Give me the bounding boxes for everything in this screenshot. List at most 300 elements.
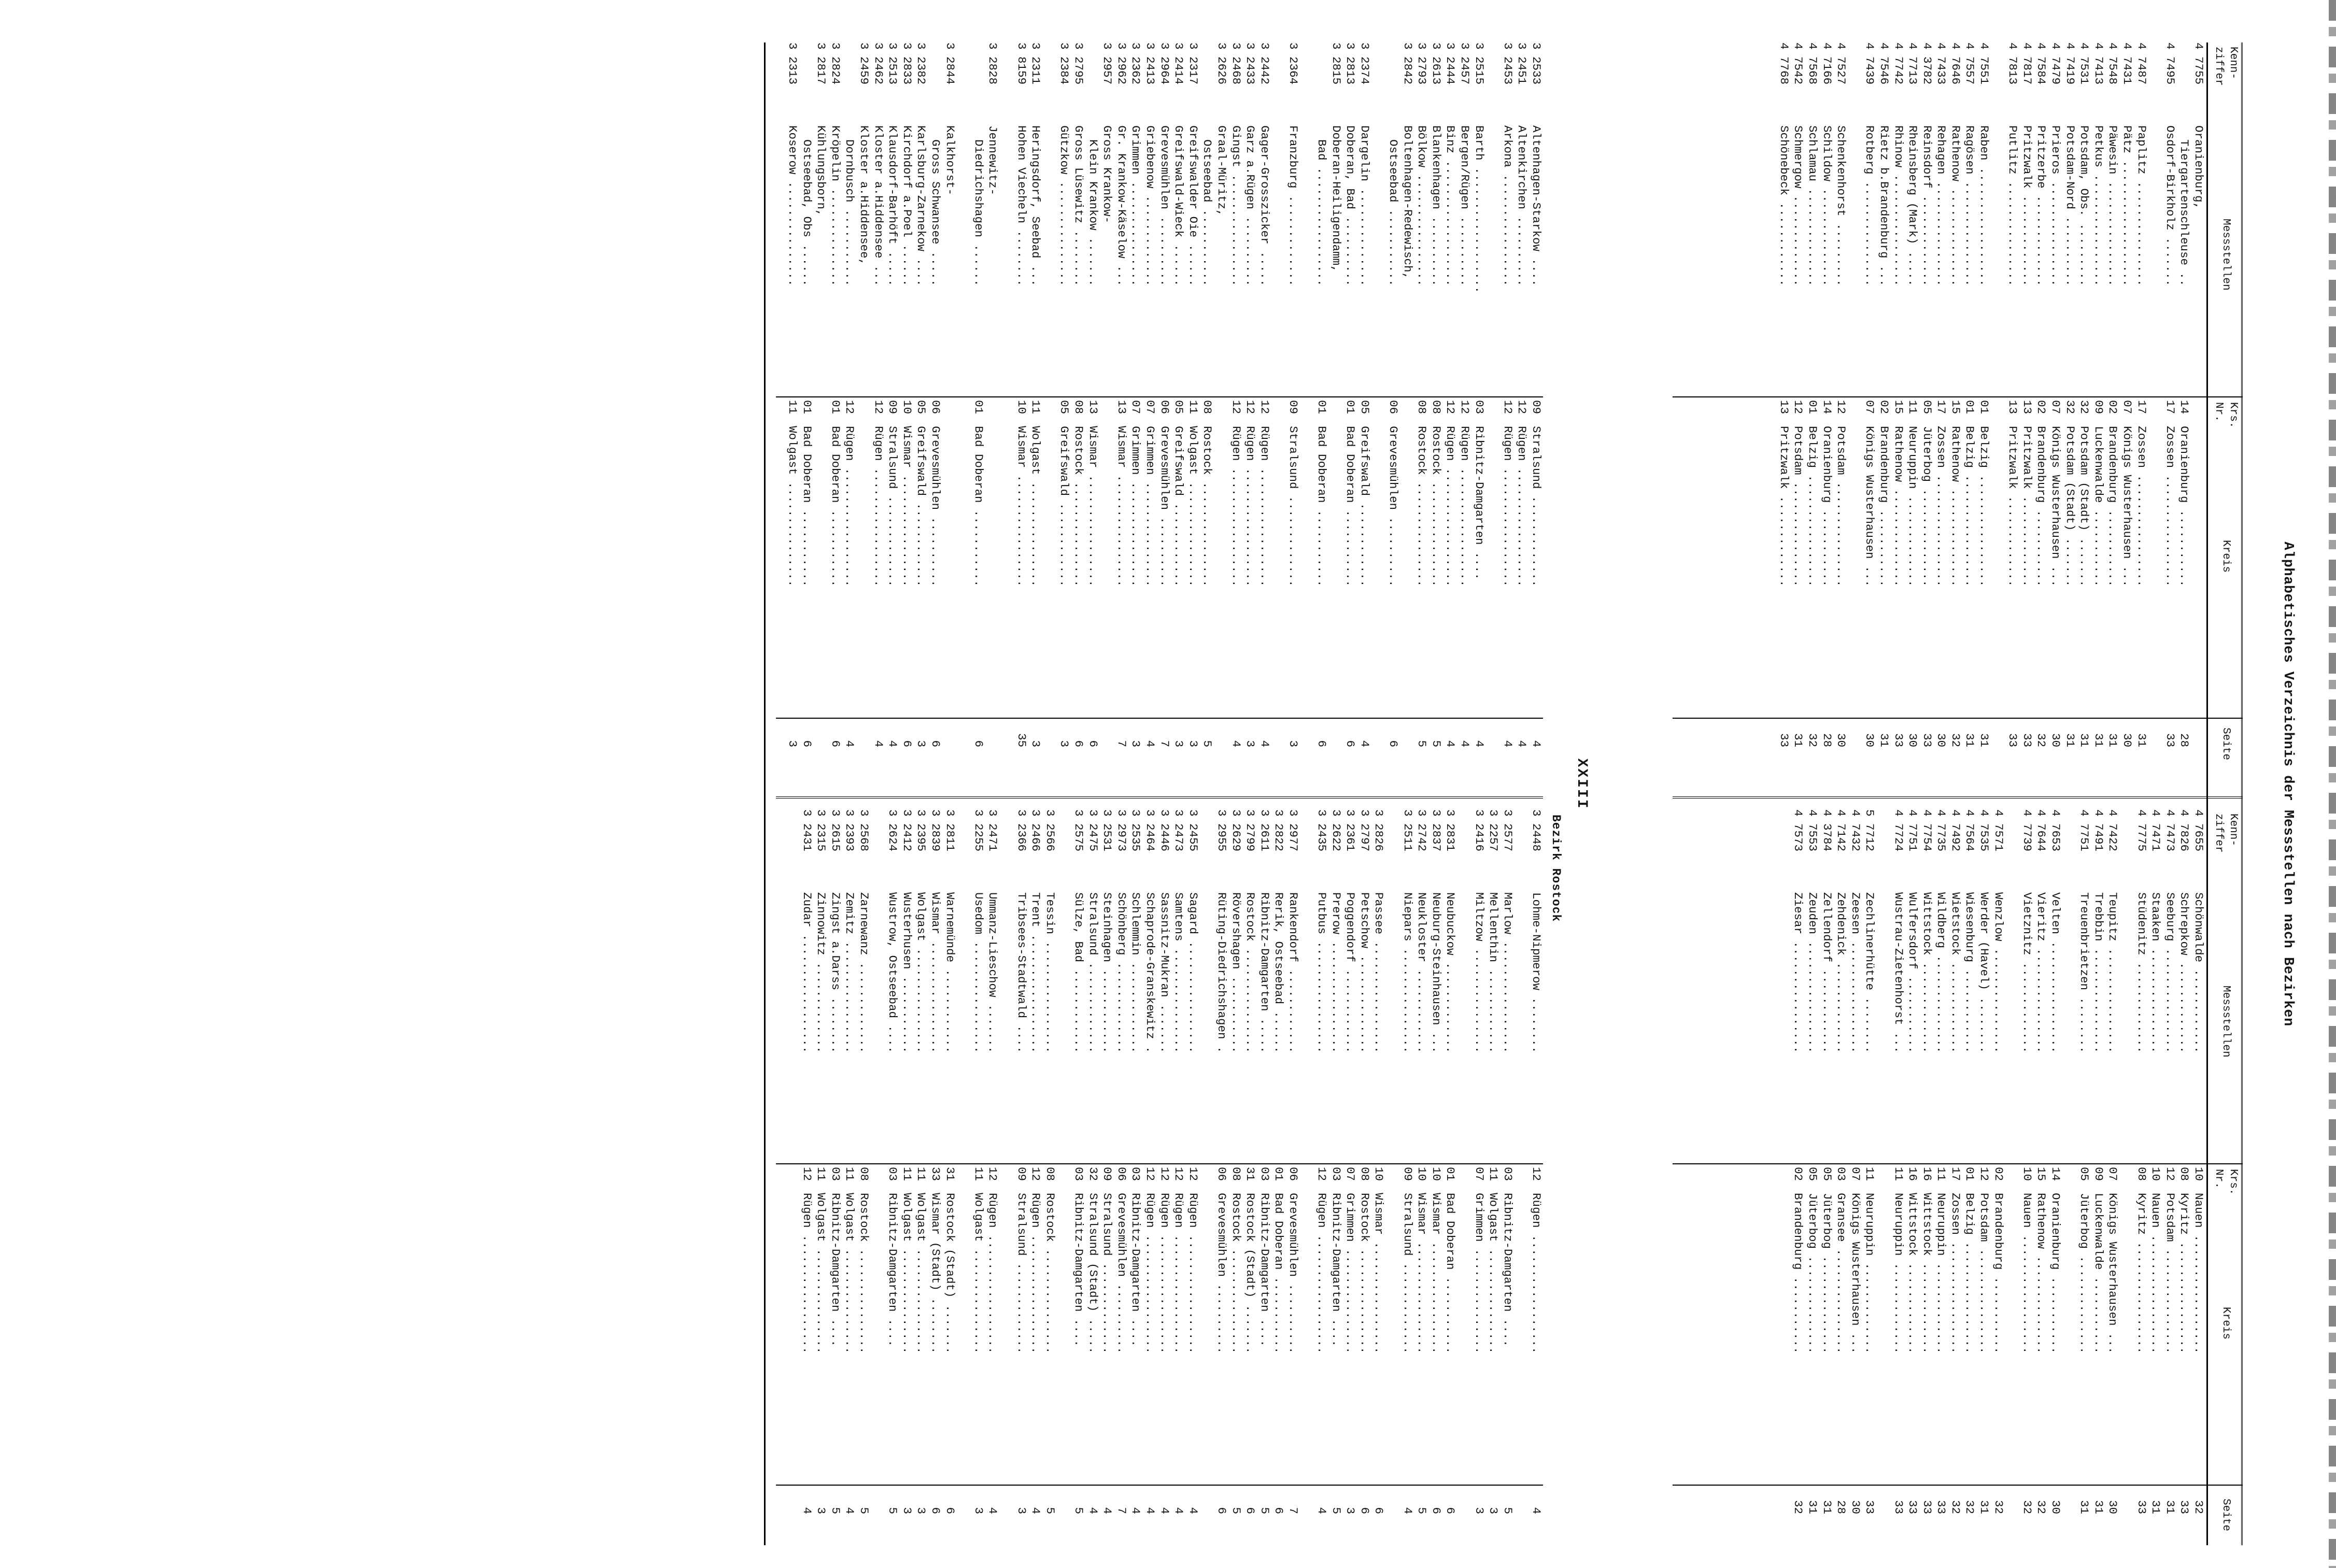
row-kreis-number: 11 [1486,1167,1500,1181]
row-station-name: Koserow ............... [786,125,800,287]
row-kreis: Rostock ............... [1415,426,1429,587]
row-page: 28 [2177,733,2191,747]
row-station-name: Marlow ................ [1500,892,1514,1053]
table-row [1848,809,1862,1545]
row-station-name: Rhinow ................ [1891,125,1905,287]
row-code: 3 2448 [1530,809,1543,852]
row-station-name: Lohme-Nipmerow ........ [1530,892,1543,1053]
table-row [1876,42,1891,778]
table-row [957,42,971,778]
row-kreis-number: 12 [1143,1167,1157,1181]
row-code: 3 2393 [843,809,857,852]
row-code: 3 2459 [857,42,871,85]
row-kreis: Wismar ................ [1372,1193,1386,1354]
row-kreis-number: 10 [1372,1167,1386,1181]
table-row [2034,42,2048,778]
table-row [871,42,885,778]
row-station-name: Rerik, Ostseebad ...... [1272,892,1286,1053]
table-row [1243,809,1257,1545]
row-kreis-number: 13 [2006,400,2020,415]
header-kreis: Kreis [2220,540,2232,573]
header-seite-2: Seite [2220,1499,2232,1532]
row-kreis: Grimmen ............... [1129,426,1143,587]
row-kreis-number: 01 [1977,400,1991,415]
row-page: 4 [1143,740,1157,747]
row-station-name: Karlsburg-Zarnekow .... [914,125,928,287]
table-row [1142,42,1157,778]
row-page: 32 [1948,733,1962,747]
row-code: 3 2831 [1443,809,1457,852]
row-code: 3 2382 [914,42,928,85]
row-station-name: Rehagen ............... [1934,125,1948,287]
table-row [1300,42,1314,778]
row-code: 4 7431 [2120,42,2134,85]
table-row [1934,809,1948,1545]
row-kreis: Ribnitz-Damgarten .... [1129,1193,1143,1347]
table-row [857,809,871,1545]
row-code: 3 2311 [1029,42,1043,85]
table-row [1271,809,1286,1545]
row-kreis: Rügen ................. [800,1193,814,1354]
table-row [971,42,985,778]
table-row [1214,809,1228,1545]
row-kreis-number: 12 [1500,400,1514,415]
row-kreis: Jüterbog .............. [2077,1193,2091,1354]
row-station-name: Bad ................. [1315,125,1329,287]
row-page: 5 [1415,1507,1429,1514]
table-row [1314,809,1329,1545]
row-kreis: Neuruppin ............. [1934,1193,1948,1354]
row-code: 3 2613 [1429,42,1443,85]
row-page: 6 [1072,740,1085,747]
row-kreis: Wolgast ............... [900,1193,914,1354]
row-kreis-number: 07 [1343,1167,1357,1181]
row-station-name: Zinnowitz ............. [814,892,828,1053]
row-code: 3 2575 [1072,809,1085,852]
row-code: 3 2977 [1286,809,1300,852]
row-page: 33 [1891,1500,1905,1514]
row-page: 30 [1863,733,1877,747]
row-kreis: Rügen ................. [1172,1193,1186,1354]
row-station-name: Zingst a.Darss ........ [828,892,842,1053]
row-kreis: Stralsund ............. [886,426,900,587]
row-code: 3 2828 [986,42,1000,85]
row-page: 3 [1343,1507,1357,1514]
row-page: 32 [2034,733,2048,747]
row-code: 4 7548 [2106,42,2120,85]
row-station-name: Rotberg ............... [1863,125,1877,287]
table-row [2005,42,2020,778]
row-station-name: Dornbusch ........... [843,125,857,287]
row-page: 4 [1472,740,1486,747]
row-station-name: Stralsund ............. [1086,892,1100,1053]
row-page: 33 [1777,733,1791,747]
row-kreis-number: 12 [1458,400,1472,415]
row-page: 4 [1443,740,1457,747]
row-kreis: Grevesmühlen .......... [1157,426,1171,587]
row-kreis: Stralsund ............. [1014,1193,1028,1354]
row-kreis-number: 03 [1834,1167,1848,1181]
table-row [828,42,842,778]
row-kreis: Pritzwalk ............. [1777,426,1791,587]
row-code: 3 2362 [1129,42,1143,85]
row-kreis: Rathenow .............. [1891,426,1905,587]
row-page: 3 [1129,740,1143,747]
row-kreis: Rügen ................. [1157,1193,1171,1354]
row-kreis-number: 11 [1029,400,1043,415]
row-page: 31 [2077,1500,2091,1514]
row-kreis: Wolgast ............... [814,1193,828,1354]
row-code: 4 7546 [1877,42,1891,85]
row-code: 3 2466 [1029,809,1043,852]
row-code: 3 2837 [1429,809,1443,852]
table-column-right [1791,809,2205,1545]
row-page: 33 [2006,733,2020,747]
table-row [2091,42,2105,778]
row-page: 7 [1114,1507,1128,1514]
row-code: 4 7471 [2149,809,2163,852]
table-row [1400,809,1414,1545]
row-kreis: Bad Doberan ........... [1315,426,1329,587]
row-kreis-number: 03 [1072,1167,1085,1181]
row-kreis: Rügen ................. [1443,426,1457,587]
row-station-name: Pritzwalk ............. [2020,125,2034,287]
table-row [1343,809,1357,1545]
row-page: 3 [1243,740,1257,747]
table-row [1905,809,1920,1545]
row-station-name: Graal-Müritz, [1214,125,1228,217]
row-page: 33 [2177,1500,2191,1514]
row-page: 33 [2020,733,2034,747]
row-page: 30 [2120,733,2134,747]
row-kreis-number: 09 [2091,400,2105,415]
row-station-name: Garz a.Rügen .......... [1243,125,1257,287]
table-row [928,42,942,778]
row-code: 4 7571 [1991,809,2005,852]
row-code: 4 7775 [2134,809,2148,852]
row-kreis: Potsdam (Stadt) ....... [2063,426,2077,587]
row-page: 4 [986,1507,1000,1514]
row-kreis: Rügen ................. [1458,426,1472,587]
row-page: 6 [1372,1507,1386,1514]
row-station-name: Schlamau .............. [1805,125,1819,287]
page-number: XXIII [1574,758,1590,810]
row-kreis: Oranienburg ........... [2177,426,2191,587]
row-station-name: Prieros ............... [2049,125,2063,287]
row-page: 5 [1229,1507,1243,1514]
table-row [1414,42,1429,778]
row-code: 3 2611 [1257,809,1271,852]
row-code: 3 2442 [1257,42,1271,85]
row-kreis: Wismar ................ [1086,426,1100,587]
row-kreis-number: 08 [1429,400,1443,415]
row-station-name: Gross Krankow- [1100,125,1114,224]
row-kreis: Jüterbog .............. [1805,1193,1819,1354]
row-kreis-number: 17 [1934,400,1948,415]
row-kreis-number: 10 [1415,1167,1429,1181]
row-page: 32 [1791,1500,1805,1514]
row-station-name: Greifswalder Oie ...... [1186,125,1200,287]
row-station-name: Tessin ................ [1043,892,1057,1053]
row-code: 4 7655 [2192,809,2205,852]
table-row [1371,42,1386,778]
row-code: 4 7487 [2134,42,2148,85]
row-kreis-number: 03 [828,1167,842,1181]
table-row [1471,42,1486,778]
column-rule [1673,718,2243,719]
row-code: 3 2826 [1372,809,1386,852]
table-row [2177,42,2191,778]
row-station-name: Rankendorf ............ [1286,892,1300,1053]
row-station-name: Rietz b.Brandenburg ... [1877,125,1891,287]
row-kreis-number: 09 [1400,1167,1414,1181]
row-page: 3 [1057,740,1071,747]
row-page: 30 [2049,733,2063,747]
row-code: 3 2839 [929,809,943,852]
table-row [842,809,857,1545]
row-code: 4 7422 [2106,809,2120,852]
row-code: 4 7735 [1934,809,1948,852]
row-kreis-number: 09 [1100,1167,1114,1181]
table-row [999,42,1014,778]
table-row [1528,809,1543,1545]
row-code: 4 7646 [1948,42,1962,85]
row-code: 3 2366 [1014,809,1028,852]
table-row [842,42,857,778]
table-row [1271,42,1286,778]
row-code: 5 7712 [1863,809,1877,852]
row-station-name: Putlitz ............... [2006,125,2020,287]
row-code: 3 2446 [1157,809,1171,852]
table-row [899,42,914,778]
row-code: 3 2395 [914,809,928,852]
row-station-name: Zarnewanz ............. [857,892,871,1053]
table-row [1500,42,1514,778]
row-kreis: Greifswald ............ [1172,426,1186,587]
table-row [1171,42,1186,778]
header-seite: Seite [2220,728,2232,761]
table-row [1905,42,1920,778]
table-row [2191,809,2205,1545]
table-row [1228,42,1243,778]
row-station-name: Schönebeck ............ [1777,125,1791,287]
row-page: 3 [814,1507,828,1514]
row-kreis: Bad Doberan ........... [1443,1193,1457,1354]
row-page: 7 [1286,1507,1300,1514]
row-code: 3 2624 [886,809,900,852]
table-row [1457,809,1471,1545]
table-row [1028,42,1043,778]
row-kreis: Rathenow .............. [1948,426,1962,587]
row-kreis-number: 09 [1286,400,1300,415]
row-kreis-number: 12 [1791,400,1805,415]
row-station-name: Zehdenick ............. [1834,892,1848,1053]
row-station-name: Ummanz-Lieschow ....... [986,892,1000,1053]
row-page: 32 [1963,1500,1977,1514]
row-station-name: Zudar ................. [800,892,814,1053]
row-kreis: Potsdam ............... [1791,426,1805,587]
table-row [2148,809,2163,1545]
row-kreis: Stralsund ............. [1100,1193,1114,1354]
row-station-name: Franzburg ............. [1286,125,1300,287]
row-kreis: Jüterbog .............. [1920,426,1934,587]
row-kreis-number: 05 [1172,400,1186,415]
table-row [1014,809,1028,1545]
row-page: 33 [1906,1500,1920,1514]
row-kreis: Königs Wusterhausen ... [1848,1193,1862,1354]
table-row [1500,809,1514,1545]
row-kreis-number: 12 [1243,400,1257,415]
row-kreis-number: 12 [1029,1167,1043,1181]
row-kreis: Wolgast ............... [1186,426,1200,587]
row-kreis-number: 03 [1329,1167,1343,1181]
row-kreis: Ribnitz-Damgarten .... [1072,1193,1085,1347]
row-kreis-number: 01 [1272,1167,1286,1181]
row-station-name: Rövershagen ........... [1229,892,1243,1053]
row-station-name: Sagard ................ [1186,892,1200,1053]
row-kreis: Bad Doberan ........... [828,426,842,587]
row-kreis: Belzig ................ [1805,426,1819,587]
row-kreis-number: 11 [786,400,800,415]
table-row [1128,42,1143,778]
row-kreis: Bad Doberan ........... [1343,426,1357,587]
row-code: 3 2384 [1057,42,1071,85]
row-page: 4 [1357,740,1371,747]
row-page: 3 [1014,1507,1028,1514]
row-kreis-number: 01 [1805,400,1819,415]
row-station-name: Raben ................. [1977,125,1991,287]
row-kreis-number: 03 [886,1167,900,1181]
row-kreis-number: 32 [2077,400,2091,415]
row-page: 4 [1143,1507,1157,1514]
row-code: 3 2464 [1143,809,1157,852]
row-kreis-number: 10 [2192,1167,2205,1181]
row-page: 4 [1157,1507,1171,1514]
row-code: 4 3784 [1820,809,1834,852]
table-row [1114,42,1128,778]
row-station-name: Wildberg .............. [1934,892,1948,1053]
row-kreis-number: 03 [1129,1167,1143,1181]
row-kreis: Luckenwalde ........... [2091,1193,2105,1354]
table-row [2162,809,2177,1545]
row-page: 31 [2063,733,2077,747]
row-station-name: Zeesen ................ [1848,892,1862,1053]
row-code: 3 2793 [1415,42,1429,85]
table-row [1891,809,1905,1545]
row-page: 31 [1791,733,1805,747]
table-row [1528,42,1543,778]
table-row [871,809,885,1545]
row-kreis: Potsdam ............... [2163,1193,2177,1354]
table-row [2077,809,2091,1545]
row-kreis-number: 02 [2034,400,2048,415]
table-potsdam [1631,42,2243,1545]
row-kreis: Rostock ............... [1043,1193,1057,1354]
table-row [1486,809,1500,1545]
header-code: Kenn- ziffer [2213,47,2239,86]
row-code: 4 3782 [1920,42,1934,85]
row-kreis-number: 05 [1920,400,1934,415]
row-station-name: Warnemünde ............ [943,892,957,1053]
table-row [1876,809,1891,1545]
row-kreis-number: 02 [1991,1167,2005,1181]
row-station-name: Samtens ............... [1172,892,1186,1053]
row-station-name: Diedrichshagen ...... [971,125,985,287]
table-row [971,809,985,1545]
row-code: 4 7768 [1777,42,1791,85]
row-page: 3 [1486,1507,1500,1514]
row-page: 5 [1200,740,1214,747]
row-kreis: Ribnitz-Damgarten .... [1500,1193,1514,1347]
row-code: 3 2433 [1243,42,1257,85]
row-kreis: Greifswald ............ [914,426,928,587]
row-page: 5 [1429,740,1443,747]
row-code: 4 7542 [1791,42,1805,85]
row-kreis-number: 06 [1386,400,1400,415]
table-row [1157,42,1171,778]
row-code: 4 7491 [2091,809,2105,852]
row-kreis-number: 10 [1014,400,1028,415]
table-row [2119,809,2134,1545]
row-station-name: Reinsdorf ............. [1920,125,1934,287]
table-row [1805,42,1819,778]
row-code: 4 7573 [1791,809,1805,852]
row-station-name: Pritzerbe ............. [2034,125,2048,287]
row-kreis: Gransee ............... [1834,1193,1848,1354]
row-kreis: Zossen ................ [2134,426,2148,587]
row-code: 3 2471 [986,809,1000,852]
row-page: 32 [1948,1500,1962,1514]
row-kreis: Grimmen ............... [1343,1193,1357,1354]
row-page: 4 [1530,1507,1543,1514]
row-page: 31 [1963,733,1977,747]
row-page: 31 [2149,1500,2163,1514]
row-code: 3 2414 [1172,42,1186,85]
row-page: 4 [1129,1507,1143,1514]
row-station-name: Rostock ............... [1243,892,1257,1053]
row-page: 30 [1848,1500,1862,1514]
row-page: 5 [857,1507,871,1514]
row-page: 3 [1472,1507,1486,1514]
row-kreis-number: 12 [1443,400,1457,415]
row-page: 5 [1257,1507,1271,1514]
row-kreis-number: 08 [1357,1167,1371,1181]
row-kreis-number: 09 [2091,1167,2105,1181]
table-column-right [799,809,1543,1545]
row-page: 5 [1043,1507,1057,1514]
row-page: 5 [1415,740,1429,747]
row-kreis: Grevesmühlen .......... [1114,1193,1128,1354]
row-code: 4 7413 [2091,42,2105,85]
row-page: 31 [1820,1500,1834,1514]
row-page: 6 [1086,740,1100,747]
row-code: 3 2742 [1415,809,1429,852]
row-page: 32 [2020,1500,2034,1514]
row-code: 3 2629 [1229,809,1243,852]
row-kreis-number: 02 [1877,400,1891,415]
row-code: 3 2317 [1186,42,1200,85]
row-page: 28 [1820,733,1834,747]
row-page: 6 [1343,740,1357,747]
row-code: 3 2374 [1357,42,1371,85]
table-row [942,42,957,778]
row-kreis-number: 11 [843,1167,857,1181]
row-page: 4 [843,740,857,747]
table-row [928,809,942,1545]
row-page: 31 [2091,733,2105,747]
row-code: 4 7754 [1920,809,1934,852]
row-kreis: Wolgast ............... [786,426,800,587]
